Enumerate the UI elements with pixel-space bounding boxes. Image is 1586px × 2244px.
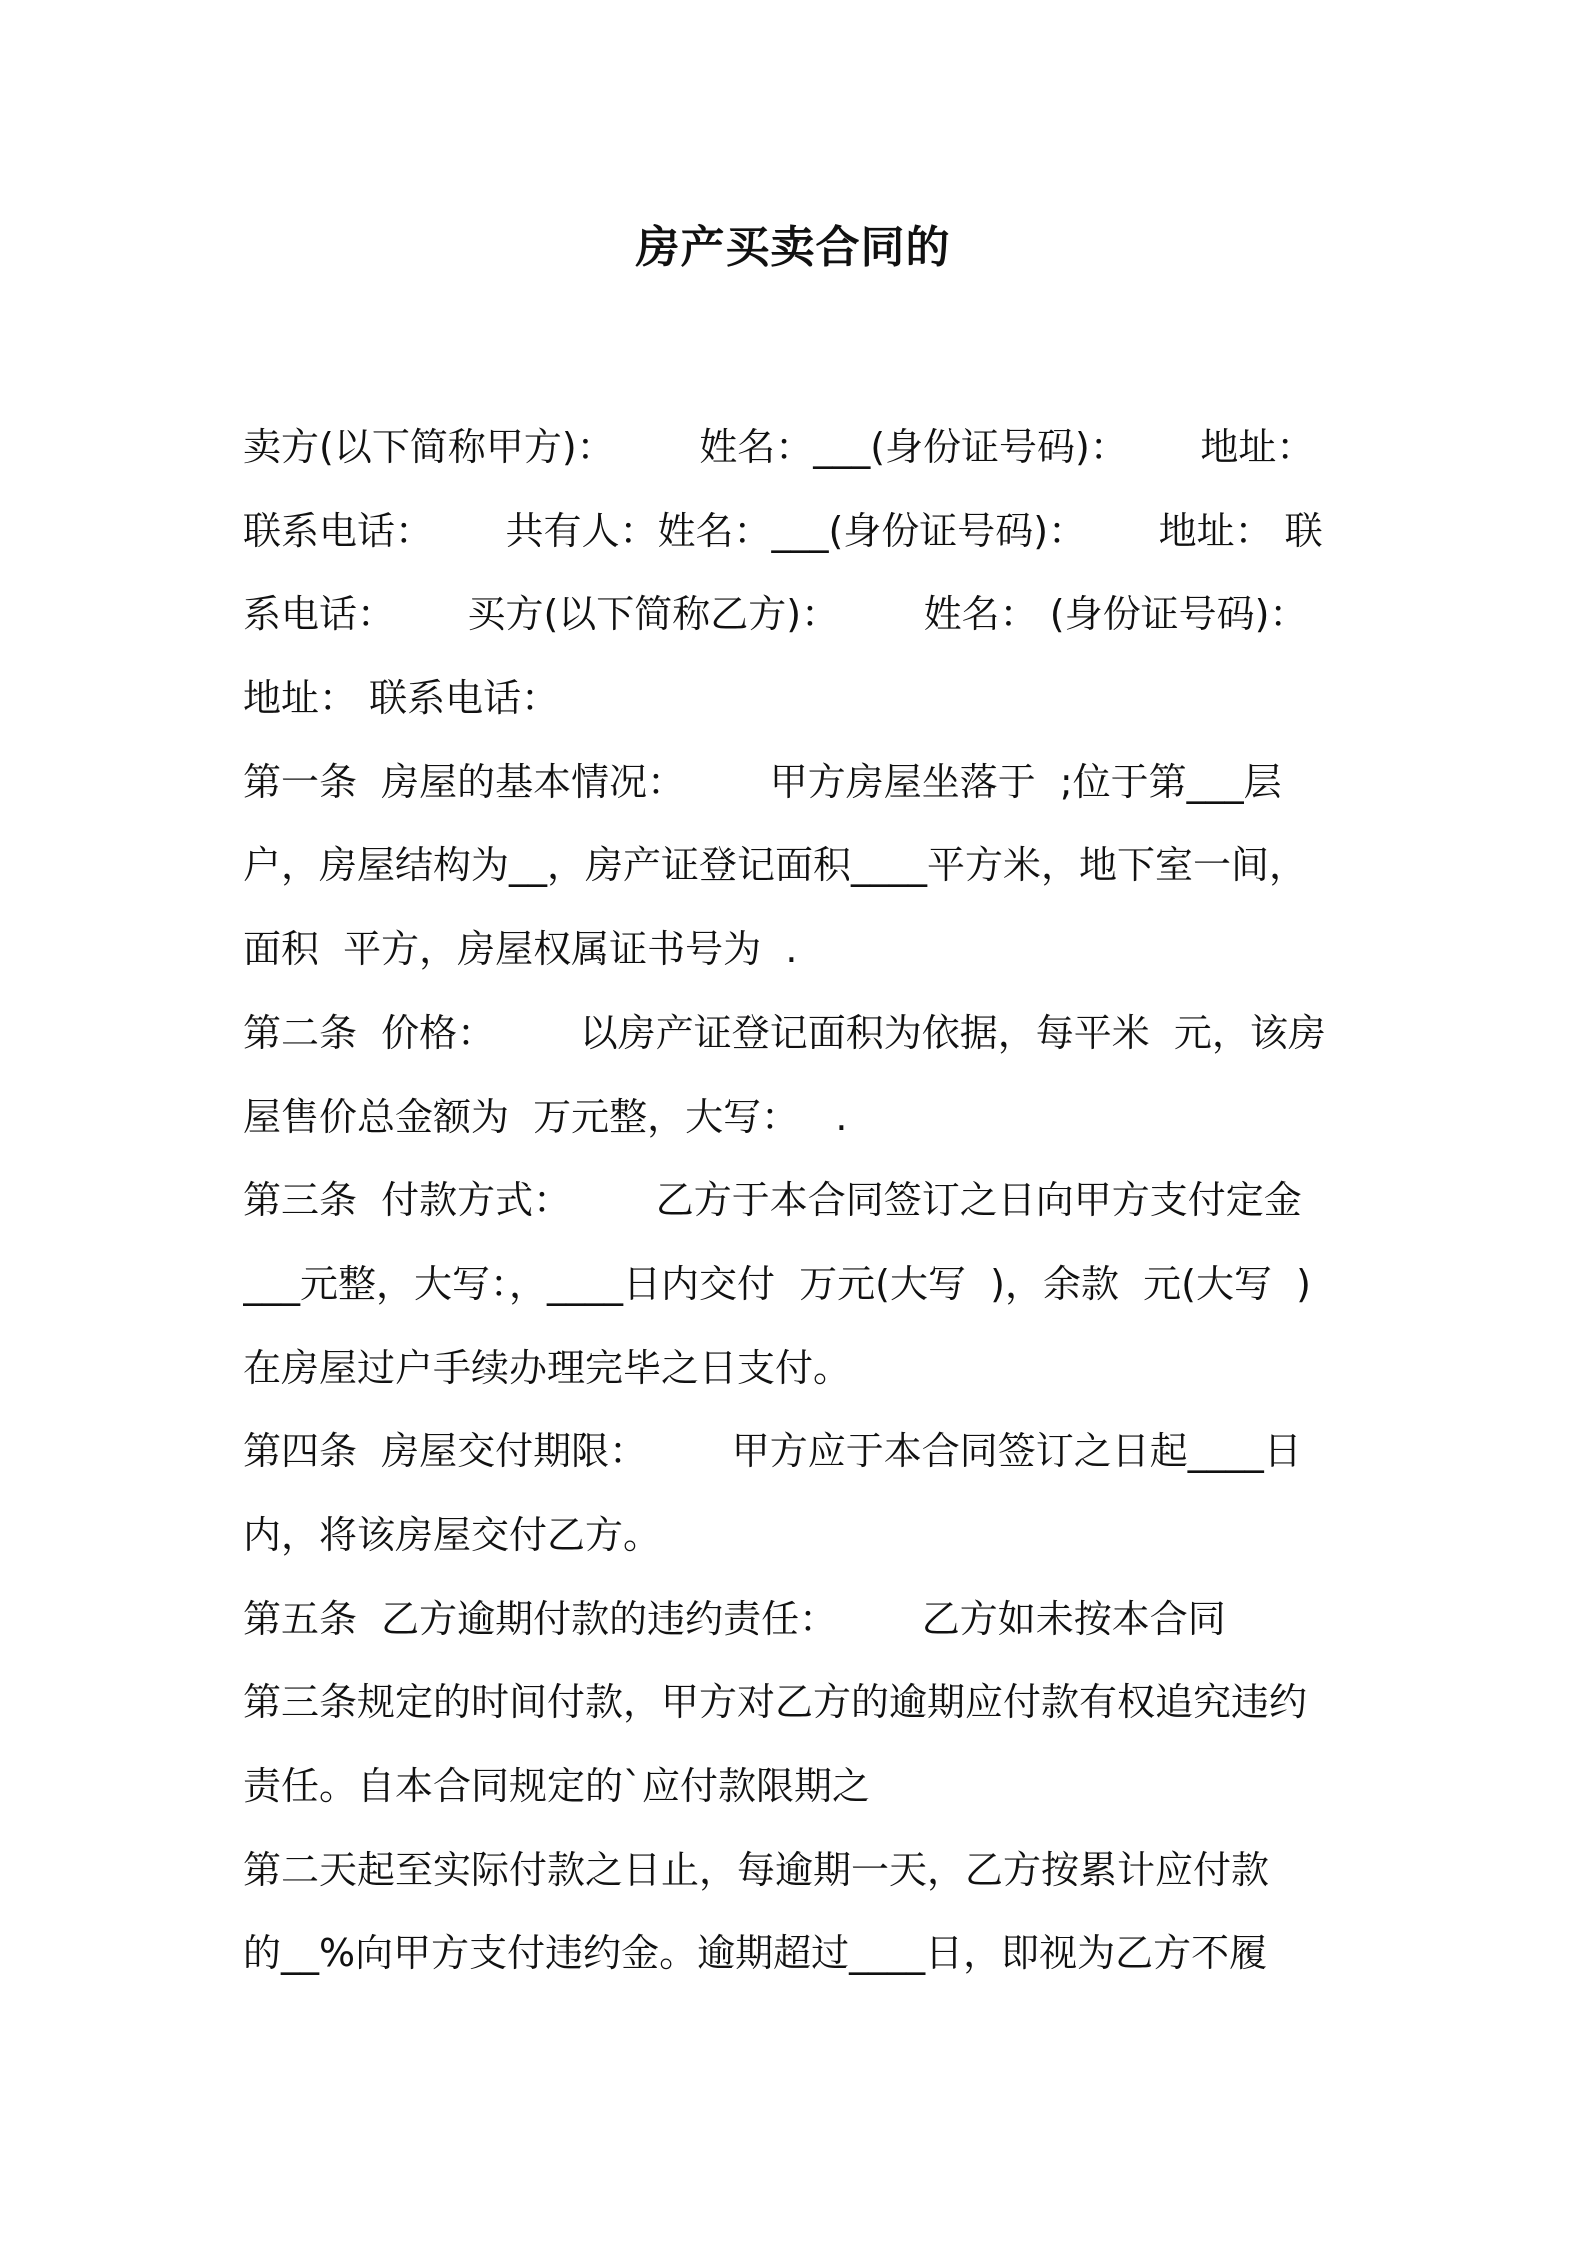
article-4-heading-line: 第四条 房屋交付期限： 甲方应于本合同签订之日起____日 <box>243 1429 1302 1474</box>
text-line: 面积 平方，房屋权属证书号为 . <box>243 927 798 972</box>
text-line: 责任。自本合同规定的`应付款限期之 <box>243 1764 871 1808</box>
text-line: 屋售价总金额为 万元整，大写： . <box>243 1094 848 1139</box>
text-line: 系电话： 买方(以下简称乙方)： 姓名： (身份证号码)： <box>243 592 1308 637</box>
article-1-heading-line: 第一条 房屋的基本情况： 甲方房屋坐落于 ;位于第___层 <box>243 759 1282 804</box>
article-2-heading-line: 第二条 价格： 以房产证登记面积为依据，每平米 元，该房 <box>243 1010 1326 1055</box>
text-line: 户，房屋结构为__，房产证登记面积____平方米，地下室一间， <box>243 843 1308 888</box>
article-5-heading-line: 第五条 乙方逾期付款的违约责任： 乙方如未按本合同 <box>243 1596 1226 1641</box>
text-line: 卖方(以下简称甲方)： 姓名：___(身份证号码)： 地址： <box>243 425 1315 469</box>
text-line: 内，将该房屋交付乙方。 <box>243 1512 662 1557</box>
text-line: 第二天起至实际付款之日止，每逾期一天，乙方按累计应付款 <box>243 1847 1270 1892</box>
contract-body <box>243 406 1363 1996</box>
text-line: 在房屋过户手续办理完毕之日支付。 <box>243 1345 852 1390</box>
text-line: ___元整，大写：，____日内交付 万元(大写 )，余款 元(大写 ) <box>243 1261 1311 1306</box>
document-title: 房产买卖合同的 <box>635 222 951 273</box>
text-line: 的__%向甲方支付违约金。逾期超过____日，即视为乙方不履 <box>243 1931 1268 1976</box>
text-line: 地址： 联系电话： <box>243 676 560 721</box>
text-line: 联系电话： 共有人：姓名：___(身份证号码)： 地址： 联 <box>243 508 1323 553</box>
article-3-heading-line: 第三条 付款方式： 乙方于本合同签订之日向甲方支付定金 <box>243 1178 1302 1223</box>
text-line: 第三条规定的时间付款，甲方对乙方的逾期应付款有权追究违约 <box>243 1680 1308 1725</box>
